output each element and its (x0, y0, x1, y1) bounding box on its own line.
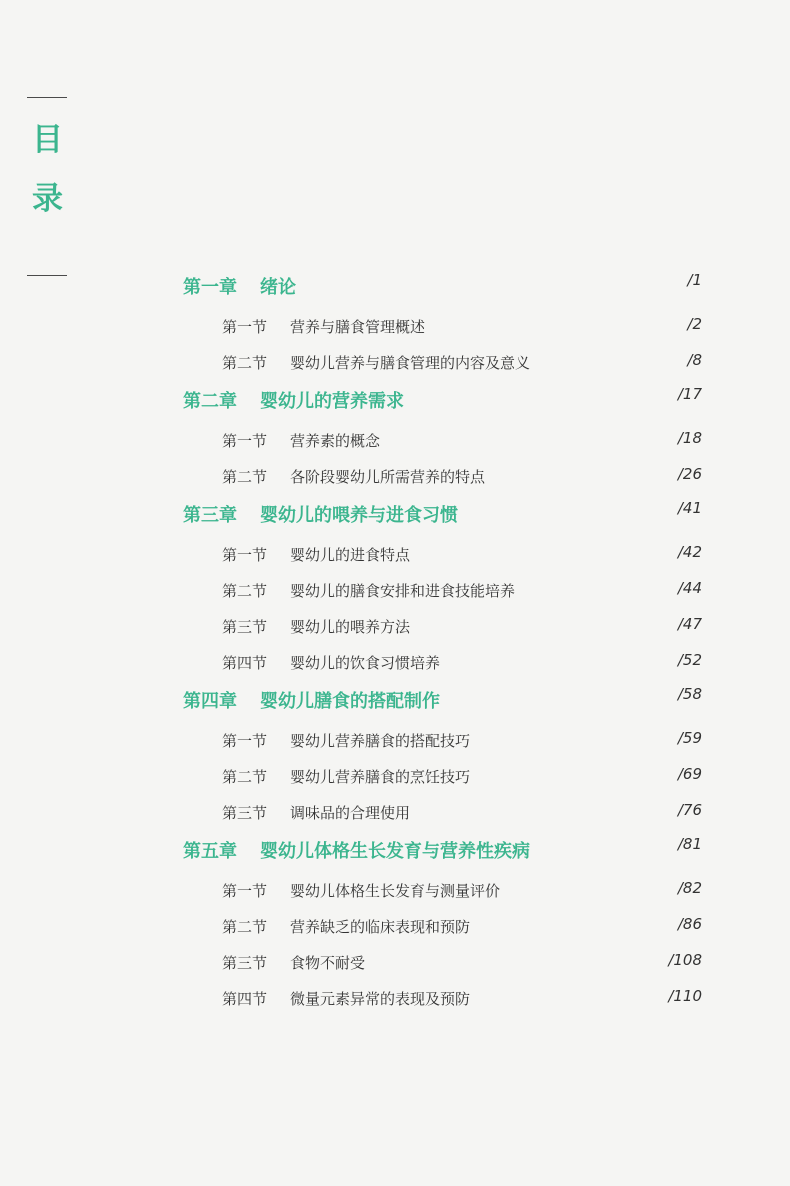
chapter-label: 第三章 (183, 505, 237, 526)
chapter-page-number: /58 (677, 685, 702, 703)
chapter-page-number: /81 (677, 835, 702, 853)
section-page-number: /110 (668, 987, 702, 1005)
section-row[interactable] (0, 460, 790, 496)
chapter-title: 婴幼儿体格生长发育与营养性疾病 (260, 841, 530, 862)
chapter-row[interactable] (0, 832, 790, 874)
section-title: 各阶段婴幼儿所需营养的特点 (290, 468, 486, 486)
section-title: 调味品的合理使用 (290, 804, 411, 822)
section-row[interactable] (0, 574, 790, 610)
chapter-block (0, 382, 790, 496)
section-label: 第二节 (222, 468, 268, 486)
section-page-number: /18 (677, 429, 702, 447)
section-label: 第二节 (222, 582, 268, 600)
section-row[interactable] (0, 946, 790, 982)
section-label: 第四节 (222, 990, 268, 1008)
section-page-number: /108 (668, 951, 702, 969)
section-title: 婴幼儿体格生长发育与测量评价 (290, 882, 501, 900)
section-row[interactable] (0, 796, 790, 832)
chapter-row[interactable] (0, 382, 790, 424)
section-page-number: /42 (677, 543, 702, 561)
section-title: 营养与膳食管理概述 (290, 318, 426, 336)
section-label: 第一节 (222, 318, 268, 336)
chapter-label: 第四章 (183, 691, 237, 712)
section-title: 婴幼儿营养与膳食管理的内容及意义 (290, 354, 531, 372)
section-page-number: /82 (677, 879, 702, 897)
chapter-row[interactable] (0, 496, 790, 538)
section-row[interactable] (0, 346, 790, 382)
chapter-page-number: /1 (687, 271, 702, 289)
section-title: 婴幼儿的喂养方法 (290, 618, 411, 636)
section-label: 第一节 (222, 882, 268, 900)
section-title: 营养素的概念 (290, 432, 381, 450)
chapter-block (0, 832, 790, 1018)
chapter-block (0, 268, 790, 382)
section-page-number: /2 (687, 315, 702, 333)
section-title: 婴幼儿营养膳食的烹饪技巧 (290, 768, 471, 786)
title-top-rule (27, 97, 67, 98)
section-label: 第一节 (222, 546, 268, 564)
section-row[interactable] (0, 874, 790, 910)
section-label: 第一节 (222, 432, 268, 450)
chapter-row[interactable] (0, 682, 790, 724)
section-title: 食物不耐受 (290, 954, 366, 972)
chapter-label: 第一章 (183, 277, 237, 298)
chapter-page-number: /17 (677, 385, 702, 403)
section-page-number: /8 (687, 351, 702, 369)
section-page-number: /26 (677, 465, 702, 483)
section-title: 微量元素异常的表现及预防 (290, 990, 471, 1008)
section-row[interactable] (0, 424, 790, 460)
section-label: 第三节 (222, 618, 268, 636)
chapter-page-number: /41 (677, 499, 702, 517)
section-row[interactable] (0, 610, 790, 646)
section-row[interactable] (0, 910, 790, 946)
chapter-block (0, 496, 790, 682)
section-page-number: /47 (677, 615, 702, 633)
section-label: 第一节 (222, 732, 268, 750)
section-label: 第四节 (222, 654, 268, 672)
chapter-label: 第五章 (183, 841, 237, 862)
section-title: 婴幼儿的饮食习惯培养 (290, 654, 441, 672)
chapter-title: 婴幼儿的喂养与进食习惯 (260, 505, 458, 526)
title-char-2: 录 (32, 181, 63, 217)
chapter-title: 绪论 (260, 277, 296, 298)
section-page-number: /59 (677, 729, 702, 747)
section-row[interactable] (0, 538, 790, 574)
section-label: 第三节 (222, 954, 268, 972)
section-title: 婴幼儿的膳食安排和进食技能培养 (290, 582, 516, 600)
section-label: 第二节 (222, 768, 268, 786)
section-label: 第三节 (222, 804, 268, 822)
section-row[interactable] (0, 724, 790, 760)
section-page-number: /69 (677, 765, 702, 783)
section-label: 第二节 (222, 354, 268, 372)
title-char-1: 目 (32, 122, 63, 158)
section-title: 婴幼儿营养膳食的搭配技巧 (290, 732, 471, 750)
section-title: 营养缺乏的临床表现和预防 (290, 918, 471, 936)
section-label: 第二节 (222, 918, 268, 936)
chapter-title: 婴幼儿膳食的搭配制作 (260, 691, 440, 712)
section-row[interactable] (0, 982, 790, 1018)
section-page-number: /52 (677, 651, 702, 669)
section-page-number: /76 (677, 801, 702, 819)
section-page-number: /86 (677, 915, 702, 933)
section-row[interactable] (0, 760, 790, 796)
table-of-contents (0, 268, 790, 1018)
chapter-row[interactable] (0, 268, 790, 310)
chapter-block (0, 682, 790, 832)
chapter-title: 婴幼儿的营养需求 (260, 391, 404, 412)
chapter-label: 第二章 (183, 391, 237, 412)
section-title: 婴幼儿的进食特点 (290, 546, 411, 564)
section-page-number: /44 (677, 579, 702, 597)
section-row[interactable] (0, 310, 790, 346)
section-row[interactable] (0, 646, 790, 682)
